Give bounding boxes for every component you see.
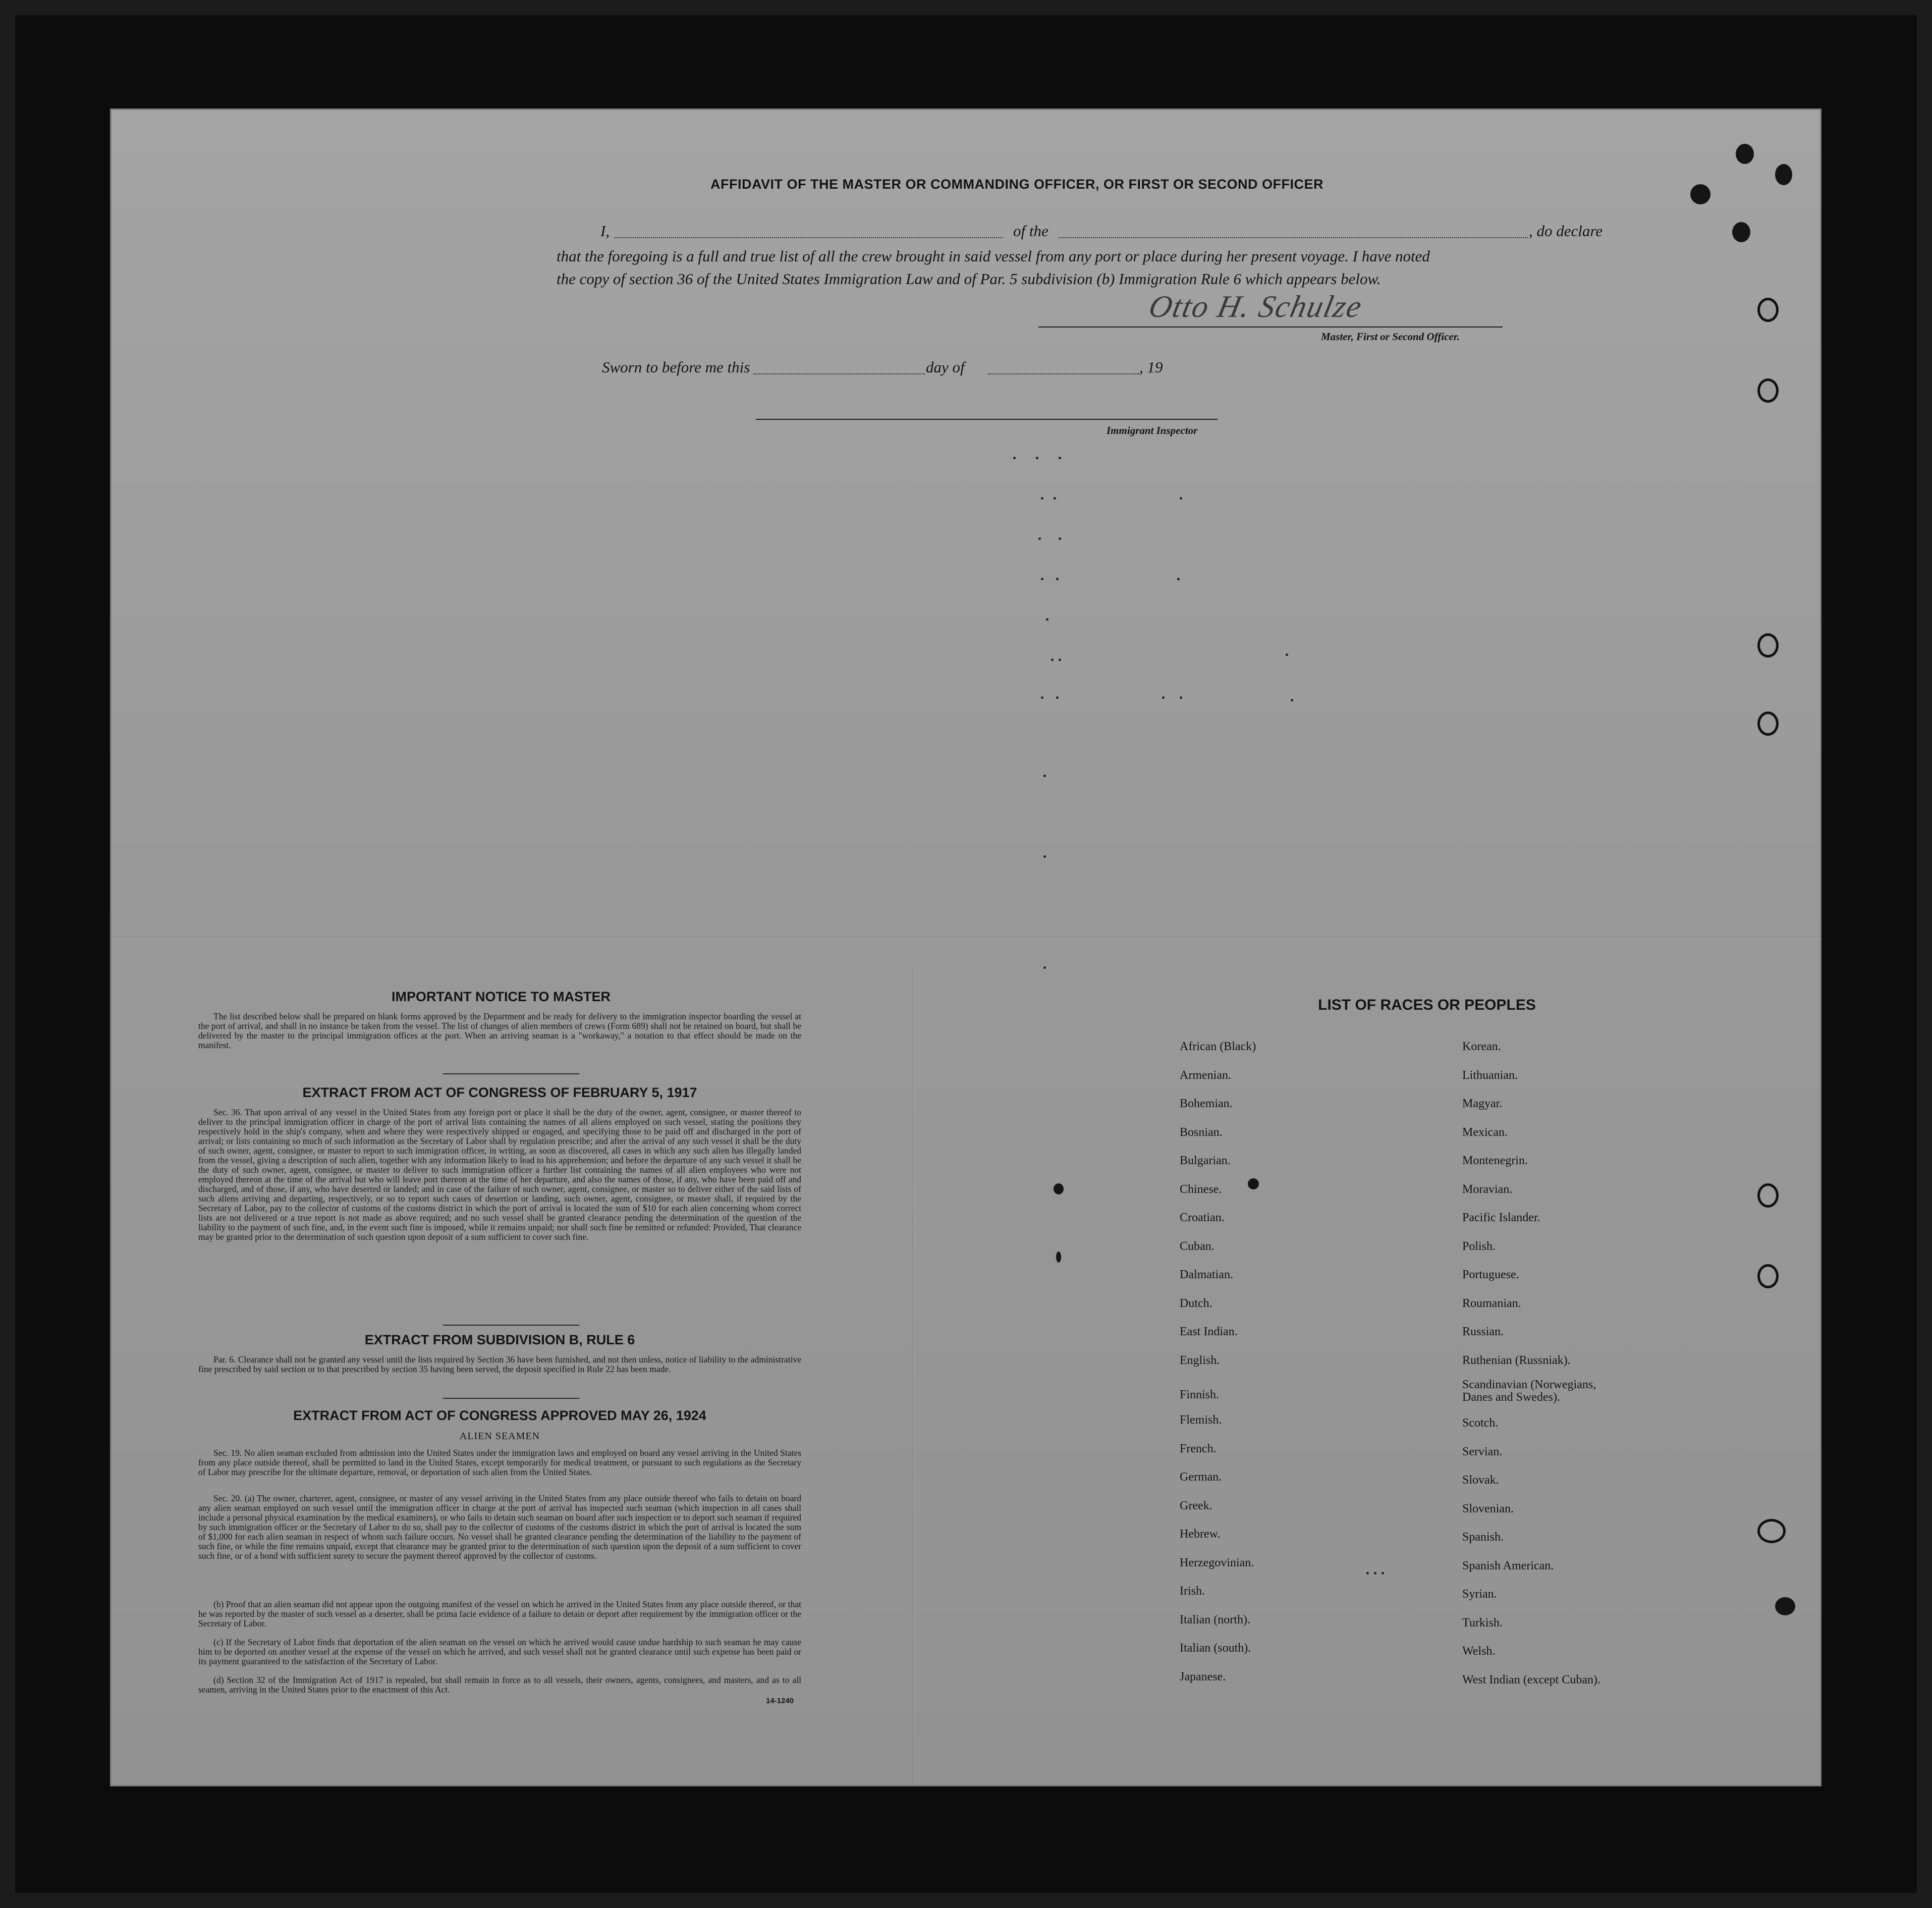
race-entry: Scotch. [1462, 1416, 1499, 1430]
race-entry: German. [1180, 1470, 1222, 1484]
race-entry: Montenegrin. [1462, 1154, 1528, 1167]
race-entry: Herzegovinian. [1180, 1556, 1254, 1569]
extract-1924-title: EXTRACT FROM ACT OF CONGRESS APPROVED MAY 26, 1924 [293, 1408, 706, 1423]
punch-hole [1757, 378, 1779, 403]
ink-speck [1180, 497, 1182, 500]
race-entry: French. [1180, 1442, 1217, 1455]
race-entry: Italian (north). [1180, 1613, 1250, 1626]
ink-speck [1056, 696, 1059, 699]
ink-speck [1056, 578, 1059, 580]
race-entry: Hebrew. [1180, 1528, 1221, 1541]
race-entry: Italian (south). [1180, 1642, 1251, 1655]
ink-speck [1059, 659, 1061, 661]
race-entry: Welsh. [1462, 1645, 1496, 1658]
punch-hole [1757, 633, 1779, 658]
race-entry: Irish. [1180, 1585, 1205, 1598]
race-entry: Armenian. [1180, 1068, 1231, 1082]
race-entry: Cuban. [1180, 1239, 1215, 1253]
extract-1917-text: Sec. 36. That upon arrival of any vessel in the United States from any foreign port or place it shall be the duty of the owner, agent, consignee, or master thereof to deliver to the principal immigration officer in charge of the port of arrival lists containing the names of all aliens employed on such vessel, stating the positions they respectively hold in the ship's company, when and where they were respectively shipped or engaged, and specifying those to be paid off and discharged in the port of arrival; or lists containing so much of such information as the Secretary of Labor shall by regulation prescribe; and after the arrival of any such vessel it shall be the duty of such owner, agent, consignee, or master to report to such immigration officer, in writing, as soon as discovered, all cases in which any such alien has illegally landed from the vessel, giving a description of such alien, together with any information likely to lead to his apprehension; and before the departure of any such vessel it shall be the duty of such owner, agent, consignee, or master to deliver to such immigration officer a further list containing the names of all alien employees who were not employed thereon at the time of the arrival but who will leave port thereon at the time of her departure, and also the names of those, if any, who have been paid off and discharged, and of those, if any, who have deserted or landed; and in case of the failure of such owner, agent, consignee, or master so to deliver either of the said lists of such aliens arriving and departing, respectively, or so to report such cases of desertion or landing, such owner, agent, consignee, or master shall, if required by the Secretary of Labor, pay to the collector of customs of the customs district in which the port of arrival is located the sum of $10 for each alien concerning whom correct lists are not delivered or a true report is not made as above required; and no such vessel shall be granted clearance pending the determination of the question of the liability to the payment of such fine, and, in the event such fine is imposed, while it remains unpaid; nor shall such fine be remitted or refunded: Provided, That clearance may be granted prior to the determination of such question upon deposit of a sum sufficient to cover such fine. [198, 1107, 801, 1242]
race-entry: Bosnian. [1180, 1125, 1223, 1139]
race-entry: Portuguese. [1462, 1268, 1519, 1281]
notice-title: IMPORTANT NOTICE TO MASTER [392, 989, 611, 1004]
race-entry: Spanish American. [1462, 1559, 1554, 1572]
paper-fold-horizontal [110, 936, 1821, 939]
race-entry: African (Black) [1180, 1040, 1256, 1053]
races-title: LIST OF RACES OR PEOPLES [1318, 997, 1536, 1013]
torn-hole [1732, 222, 1750, 242]
paper-fold-vertical [912, 966, 915, 1784]
ink-speck [1041, 578, 1043, 580]
affidavit-line3: the copy of section 36 of the United States Immigration Law and of Par. 5 subdivision (b) Immigration Rule 6 which appears below. [557, 270, 1381, 288]
torn-hole [1775, 1597, 1795, 1615]
punch-hole [1757, 298, 1779, 322]
ink-speck [1059, 537, 1061, 540]
inspector-caption: Immigrant Inspector [1107, 424, 1198, 437]
section-divider [443, 1398, 579, 1399]
race-entry: Mexican. [1462, 1125, 1508, 1139]
race-entry: Polish. [1462, 1239, 1496, 1253]
race-entry: Spanish. [1462, 1531, 1504, 1544]
race-entry: Japanese. [1180, 1670, 1226, 1683]
section-divider [443, 1325, 579, 1326]
punch-hole [1757, 712, 1779, 736]
punch-hole [1757, 1183, 1779, 1208]
affidavit-line2: that the foregoing is a full and true list of all the crew brought in said vessel from any port or place during her present voyage. I have noted [557, 247, 1430, 265]
ink-speck [1054, 497, 1056, 500]
race-entry: Chinese. [1180, 1182, 1222, 1196]
ink-speck [1043, 775, 1046, 777]
ink-speck [1177, 578, 1180, 580]
race-entry: Scandinavian (Norwegians, Danes and Swedes). [1462, 1378, 1596, 1404]
sworn-end: , 19 [1139, 358, 1163, 376]
race-entry: English. [1180, 1353, 1220, 1367]
form-number: 14-1240 [766, 1697, 794, 1705]
sec20a-text: Sec. 20. (a) The owner, charterer, agent, consignee, or master of any vessel arriving in the United States from any place outside thereof who fails to detain on board any alien seaman employed on such vessel until the immigration officer in charge at the port of arrival has inspected such seaman (which inspection in all cases shall include a personal physical examination by the medical examiners), or who fails to detain such seaman on board after such inspection or to deport such seaman if required by such immigration officer or the Secretary of Labor to do so, shall pay to the collector of customs of the customs district in which the port of arrival is located the sum of $1,000 for each alien seaman in respect of whom such failure occurs. No vessel shall be granted clearance pending the determination of the liability to the payment of such fine, or while the fine remains unpaid, except that clearance may be granted prior to the determination of such question upon the deposit of a sum sufficient to cover such fine, or of a bond with sufficient surety to secure the payment thereof approved by the collector of customs. [198, 1493, 801, 1561]
torn-hole [1690, 184, 1710, 204]
race-entry: Lithuanian. [1462, 1068, 1518, 1082]
ink-blot [1056, 1251, 1061, 1263]
affidavit-line1-mid: of the [1013, 222, 1048, 240]
ink-speck [1051, 659, 1054, 661]
master-signature: Otto H. Schulze [1145, 290, 1366, 324]
race-entry: Syrian. [1462, 1588, 1497, 1601]
race-entry: East Indian. [1180, 1325, 1238, 1338]
race-entry: Magyar. [1462, 1097, 1503, 1110]
race-entry: Moravian. [1462, 1182, 1513, 1196]
sec20b-text: (b) Proof that an alien seaman did not appear upon the outgoing manifest of the vessel on which he arrived in the United States from any place outside thereof, or that he was reported by the master of such vessel as a deserter, shall be prima facie evidence of a failure to detain or deport after requirement by the immigration officer or the Secretary of Labor. [198, 1599, 801, 1628]
sworn-month-blank[interactable] [988, 373, 1139, 374]
sec19-text: Sec. 19. No alien seaman excluded from admission into the United States under the immigration laws and employed on board any vessel arriving in the United States from any place outside thereof, shall be permitted to land in the United States, except temporarily for medical treatment, or pursuant to such regulations as the Secretary of Labor may prescribe for the ultimate departure, removal, or deportation of such alien from the United States. [198, 1448, 801, 1477]
affidavit-line1-start: I, [600, 222, 610, 240]
affidavit-line1-end: , do declare [1529, 222, 1603, 240]
ink-speck [1162, 696, 1165, 699]
race-entry: Dalmatian. [1180, 1268, 1233, 1281]
sec20c-text: (c) If the Secretary of Labor finds that deportation of the alien seaman on the vessel on which he arrived would cause undue hardship to such seaman he may cause him to be deported on another vessel at the expense of the vessel on which he arrived, and such vessel shall not be granted clearance until such expense has been paid or its payment guaranteed to the satisfaction of the Secretary of Labor. [198, 1637, 801, 1666]
ink-speck [1043, 966, 1046, 969]
race-entry: Korean. [1462, 1040, 1501, 1053]
race-entry: Bohemian. [1180, 1097, 1233, 1110]
race-entry: Slovak. [1462, 1474, 1499, 1487]
ink-speck [1366, 1572, 1369, 1574]
sworn-mid: day of [926, 358, 965, 376]
section-divider [443, 1073, 579, 1074]
ink-speck [1043, 855, 1046, 858]
vessel-name-blank[interactable] [1059, 237, 1528, 238]
torn-hole [1775, 164, 1792, 185]
ink-blot [1054, 1183, 1064, 1194]
ink-speck [1286, 653, 1288, 656]
ink-speck [1382, 1572, 1384, 1574]
extract-1924-subtitle: ALIEN SEAMEN [459, 1431, 540, 1442]
ink-blot [1248, 1178, 1259, 1189]
extract-rule6-title: EXTRACT FROM SUBDIVISION B, RULE 6 [364, 1332, 635, 1347]
race-entry: Croatian. [1180, 1211, 1225, 1224]
race-entry: Roumanian. [1462, 1296, 1521, 1310]
ink-speck [1046, 618, 1048, 621]
race-entry: West Indian (except Cuban). [1462, 1673, 1600, 1686]
document-page [110, 108, 1821, 1786]
race-entry: Greek. [1180, 1499, 1212, 1512]
master-name-blank[interactable] [615, 237, 1003, 238]
ink-speck [1041, 497, 1043, 500]
sworn-day-blank[interactable] [753, 373, 925, 374]
sworn-start: Sworn to before me this [602, 358, 750, 376]
ink-speck [1036, 457, 1038, 459]
race-entry: Dutch. [1180, 1296, 1212, 1310]
ink-speck [1041, 696, 1043, 699]
signature-caption: Master, First or Second Officer. [1321, 331, 1460, 343]
ink-speck [1013, 457, 1016, 459]
races-right-column [1462, 1040, 1629, 1701]
extract-1917-title: EXTRACT FROM ACT OF CONGRESS OF FEBRUARY 5, 1917 [302, 1085, 697, 1100]
ink-speck [1059, 457, 1061, 459]
ink-speck [1180, 696, 1182, 699]
races-left-column [1180, 1040, 1256, 1698]
race-entry: Bulgarian. [1180, 1154, 1231, 1167]
race-entry: Ruthenian (Russniak). [1462, 1353, 1571, 1367]
signature-line [1038, 326, 1503, 328]
ink-speck [1038, 537, 1041, 540]
affidavit-title: AFFIDAVIT OF THE MASTER OR COMMANDING OFFICER, OR FIRST OR SECOND OFFICER [710, 177, 1323, 192]
race-entry: Servian. [1462, 1445, 1503, 1458]
torn-hole [1736, 144, 1754, 164]
punch-hole [1757, 1519, 1786, 1543]
race-entry: Russian. [1462, 1325, 1504, 1338]
ink-speck [1374, 1572, 1376, 1574]
race-entry: Flemish. [1180, 1413, 1222, 1427]
race-entry: Pacific Islander. [1462, 1211, 1540, 1224]
race-entry: Finnish. [1180, 1388, 1220, 1401]
ink-speck [1291, 699, 1293, 701]
race-entry: Turkish. [1462, 1616, 1503, 1629]
inspector-signature-line [756, 419, 1218, 420]
race-entry: Slovenian. [1462, 1502, 1514, 1515]
punch-hole [1757, 1264, 1779, 1288]
extract-rule6-text: Par. 6. Clearance shall not be granted any vessel until the lists required by Section 36 have been furnished, and not then unless, notice of liability to the administrative fine prescribed by said section or to that prescribed by section 35 having been served, the deposit specified in Rule 22 has been made. [198, 1354, 801, 1374]
notice-text: The list described below shall be prepared on blank forms approved by the Department and be ready for delivery to the immigration inspector boarding the vessel at the port of arrival, and shall in no instance be taken from the vessel. The list of changes of alien members of crews (Form 689) shall not be retained on board, but shall be delivered by the master to the principal immigration offices at the port. When an arriving seaman is a "workaway," a notation to that effect should be made on the manifest. [198, 1011, 801, 1050]
sec20d-text: (d) Section 32 of the Immigration Act of 1917 is repealed, but shall remain in force as to all vessels, their owners, agents, consignees, and masters, and as to all seamen, arriving in the United States prior to the enactment of this Act. [198, 1675, 801, 1695]
